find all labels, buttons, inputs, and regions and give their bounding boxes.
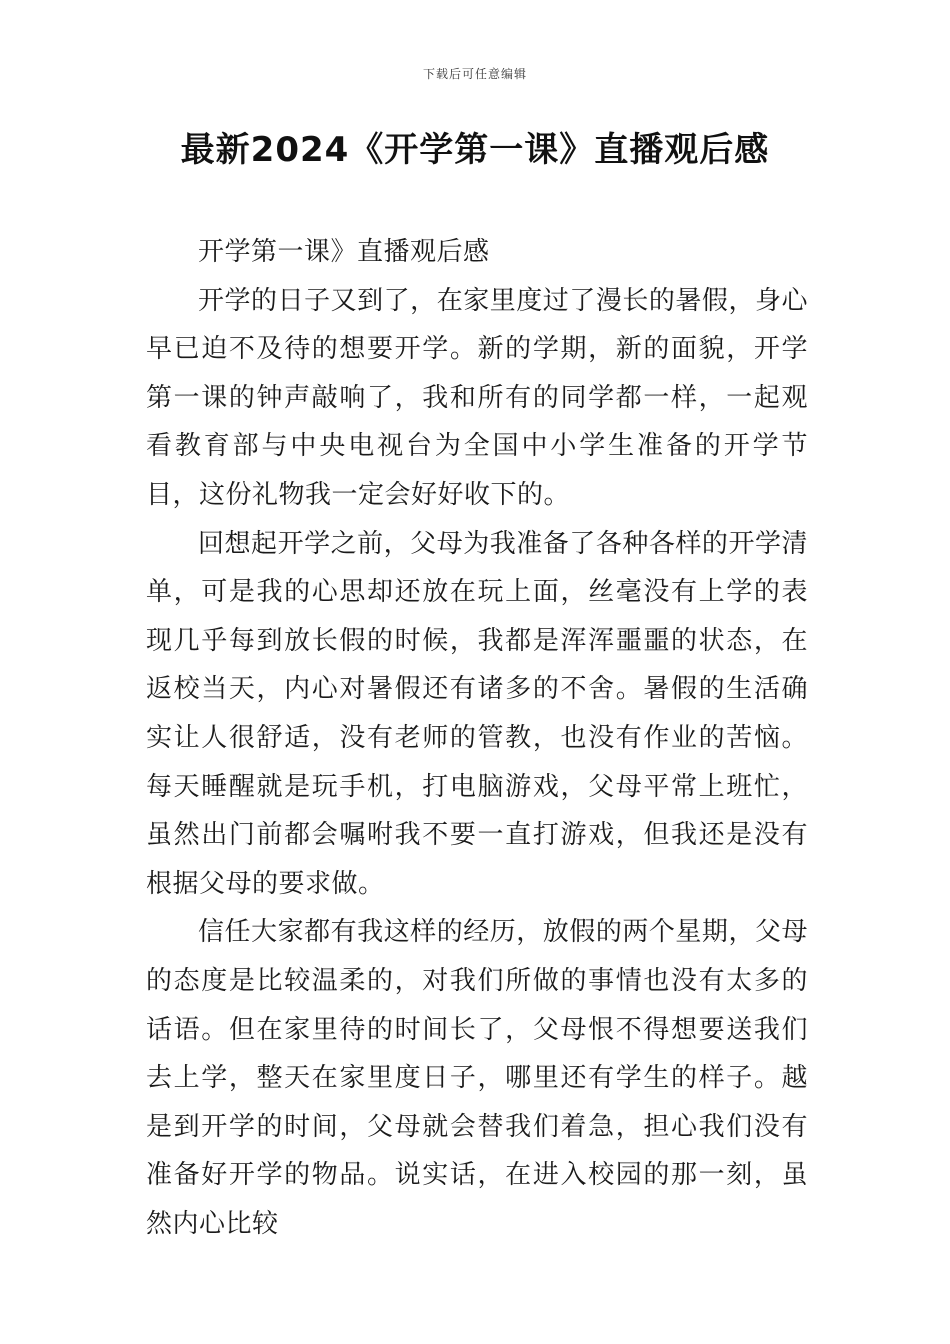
- paragraph: 回想起开学之前，父母为我准备了各种各样的开学清单，可是我的心思却还放在玩上面，丝毫没有上学的表现几乎每到放长假的时候，我都是浑浑噩噩的状态，在返校当天，内心对暑假还有诸多的不舍。暑假的生活确实让人很舒适，没有老师的管教，也没有作业的苦恼。每天睡醒就是玩手机，打电脑游戏，父母平常上班忙，虽然出门前都会嘱咐我不要一直打游戏，但我还是没有根据父母的要求做。: [146, 528, 808, 899]
- document-title: 最新2024《开学第一课》直播观后感: [180, 130, 770, 170]
- document-body: [146, 228, 808, 1248]
- paragraph-subtitle: 开学第一课》直播观后感: [198, 237, 490, 267]
- paragraph: 信任大家都有我这样的经历，放假的两个星期，父母的态度是比较温柔的，对我们所做的事情也没有太多的话语。但在家里待的时间长了，父母恨不得想要送我们去上学，整天在家里度日子，哪里还有学生的样子。越是到开学的时间，父母就会替我们着急，担心我们没有准备好开学的物品。说实话，在进入校园的那一刻，虽然内心比较: [146, 917, 808, 1239]
- header-note: 下载后可任意编辑: [422, 67, 527, 81]
- paragraph: 开学的日子又到了，在家里度过了漫长的暑假，身心早已迫不及待的想要开学。新的学期，新的面貌，开学第一课的钟声敲响了，我和所有的同学都一样，一起观看教育部与中央电视台为全国中小学生准备的开学节目，这份礼物我一定会好好收下的。: [146, 285, 808, 510]
